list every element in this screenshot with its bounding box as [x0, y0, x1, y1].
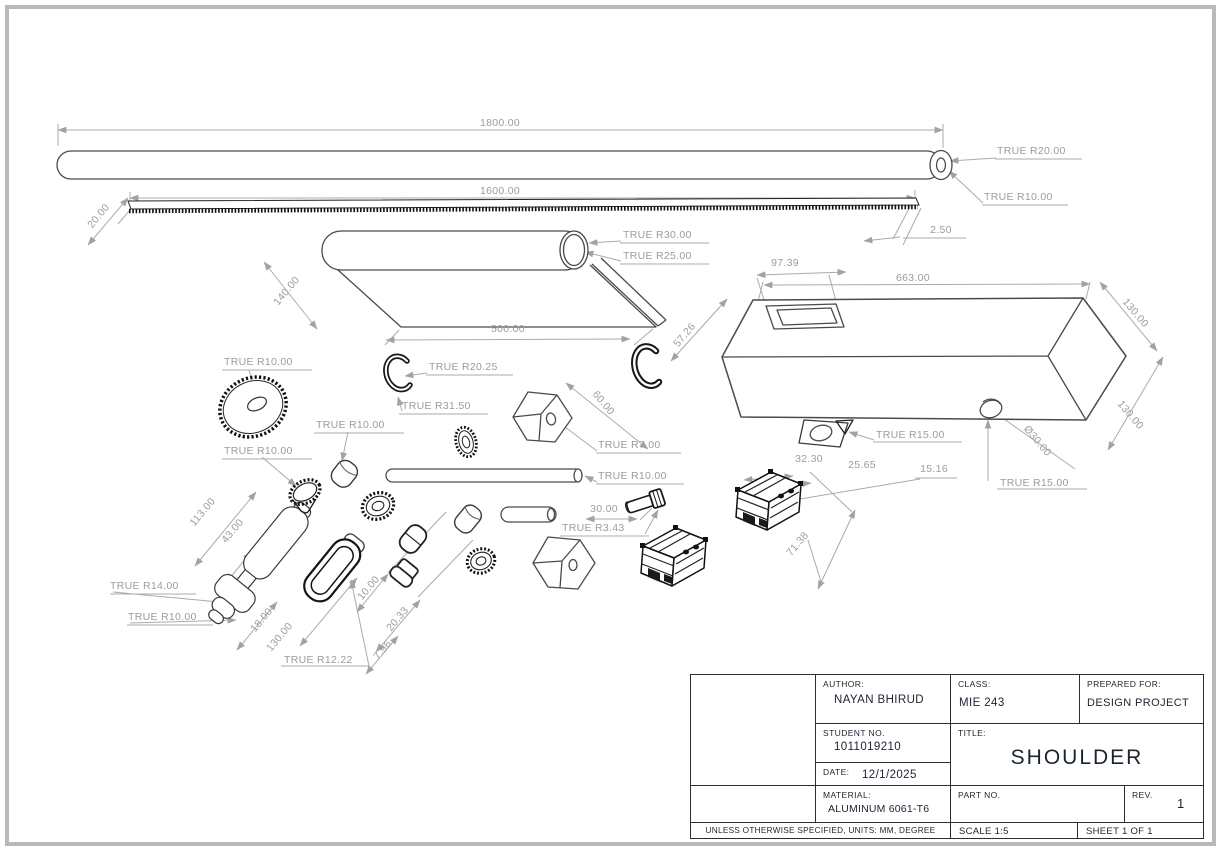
dim-43: 43.00	[219, 516, 247, 546]
disclaimer-cell	[690, 822, 951, 839]
dim-20-33: 20.33	[384, 604, 412, 634]
dim-true-r20: TRUE R20.00	[997, 145, 1066, 157]
dim-true-r31-50: TRUE R31.50	[402, 400, 471, 412]
class-value: MIE 243	[959, 697, 1005, 709]
dim-true-r10-shaft: TRUE R10.00	[598, 470, 667, 482]
title-cell	[950, 723, 1204, 786]
dim-true-r15-bracket: TRUE R15.00	[876, 429, 945, 441]
title-label: TITLE:	[958, 728, 986, 738]
projection-cell	[690, 785, 816, 823]
drawing-title: SHOULDER	[1010, 746, 1144, 769]
material-cell	[815, 785, 951, 823]
author-cell	[815, 674, 951, 724]
rev-value: 1	[1177, 796, 1185, 811]
part-motor-2	[735, 469, 803, 530]
author-label: AUTHOR:	[823, 679, 865, 689]
scale-cell	[950, 822, 1078, 839]
part-bolt	[624, 489, 666, 517]
dim-true-r20-25: TRUE R20.25	[429, 361, 498, 373]
dim-dia-30: Ø30.00	[1021, 423, 1054, 459]
rev-cell	[1124, 785, 1204, 823]
dim-true-r25: TRUE R25.00	[623, 250, 692, 262]
dim-1800: 1800.00	[479, 117, 521, 129]
dim-10: 10.00	[355, 573, 383, 603]
dim-true-r7: TRUE R7.00	[598, 439, 661, 451]
sheet-value: SHEET 1 OF 1	[1086, 826, 1153, 837]
material-label: MATERIAL:	[823, 790, 871, 800]
dim-57-26: 57.26	[671, 320, 699, 350]
part-long-rod	[57, 151, 941, 179]
dim-32-30: 32.30	[795, 453, 823, 465]
dim-true-r10-bushing: TRUE R10.00	[316, 419, 385, 431]
dim-18: 18.00	[248, 605, 276, 635]
dim-663: 663.00	[896, 272, 930, 284]
student-no-cell	[815, 723, 951, 763]
class-cell	[950, 674, 1080, 724]
dim-130-link: 130.00	[264, 620, 296, 654]
dim-130-bottom: 130.00	[1114, 398, 1146, 432]
dim-71-38: 71.38	[784, 529, 812, 559]
dim-97-39: 97.39	[771, 257, 799, 269]
dim-7-96: 7.96	[371, 637, 395, 663]
dim-60: 60.00	[589, 388, 617, 418]
dim-true-r10-tip: TRUE R10.00	[128, 611, 197, 623]
dim-130-top: 130.00	[1119, 296, 1151, 330]
scale-value: SCALE 1:5	[959, 826, 1009, 837]
dim-true-r10-bevel: TRUE R10.00	[224, 445, 293, 457]
dim-2-50: 2.50	[930, 224, 952, 236]
part-unrolled-sheet	[338, 265, 656, 327]
rod-end-bore	[937, 158, 946, 172]
dim-true-r15-hole: TRUE R15.00	[1000, 477, 1069, 489]
part-cube-small	[513, 392, 572, 442]
class-label: CLASS:	[958, 679, 991, 689]
dim-30: 30.00	[590, 503, 618, 515]
dim-true-r10-spur: TRUE R10.00	[224, 356, 293, 368]
prepared-for-cell	[1079, 674, 1204, 724]
rev-label: REV.	[1132, 790, 1153, 800]
sheet-cell	[1077, 822, 1204, 839]
student-no-value: 1011019210	[834, 741, 902, 753]
dim-500: 500.00	[491, 323, 525, 335]
author-value: NAYAN BHIRUD	[834, 694, 924, 706]
dim-25-65: 25.65	[848, 459, 876, 471]
parts-retaining-clips	[386, 346, 659, 389]
prepared-for-value: DESIGN PROJECT	[1087, 697, 1190, 709]
dim-1600: 1600.00	[479, 185, 521, 197]
dim-true-r30: TRUE R30.00	[623, 229, 692, 241]
date-cell	[815, 762, 951, 786]
dim-20: 20.00	[85, 201, 113, 231]
part-drum-cylinder	[322, 231, 584, 270]
dim-true-r12-22: TRUE R12.22	[284, 654, 353, 666]
dim-true-r14: TRUE R14.00	[110, 580, 179, 592]
dim-true-r3-43: TRUE R3.43	[562, 522, 625, 534]
material-value: ALUMINUM 6061-T6	[828, 803, 930, 815]
dim-15-16: 15.16	[920, 463, 948, 475]
part-motor-1	[640, 525, 708, 586]
logo-cell	[690, 674, 816, 786]
part-gear-rack	[128, 198, 919, 211]
prepared-for-label: PREPARED FOR:	[1087, 679, 1161, 689]
part-long-shaft	[386, 469, 582, 482]
student-no-label: STUDENT NO.	[823, 728, 885, 738]
dim-113: 113.00	[187, 495, 218, 529]
dim-140: 140.00	[271, 274, 303, 308]
dim-true-r10-rod: TRUE R10.00	[984, 191, 1053, 203]
disclaimer-text: UNLESS OTHERWISE SPECIFIED, UNITS: MM, DEGREE	[705, 826, 936, 835]
part-no-cell	[950, 785, 1125, 823]
date-value: 12/1/2025	[862, 769, 917, 781]
date-label: DATE:	[823, 767, 850, 777]
part-no-label: PART NO.	[958, 790, 1001, 800]
